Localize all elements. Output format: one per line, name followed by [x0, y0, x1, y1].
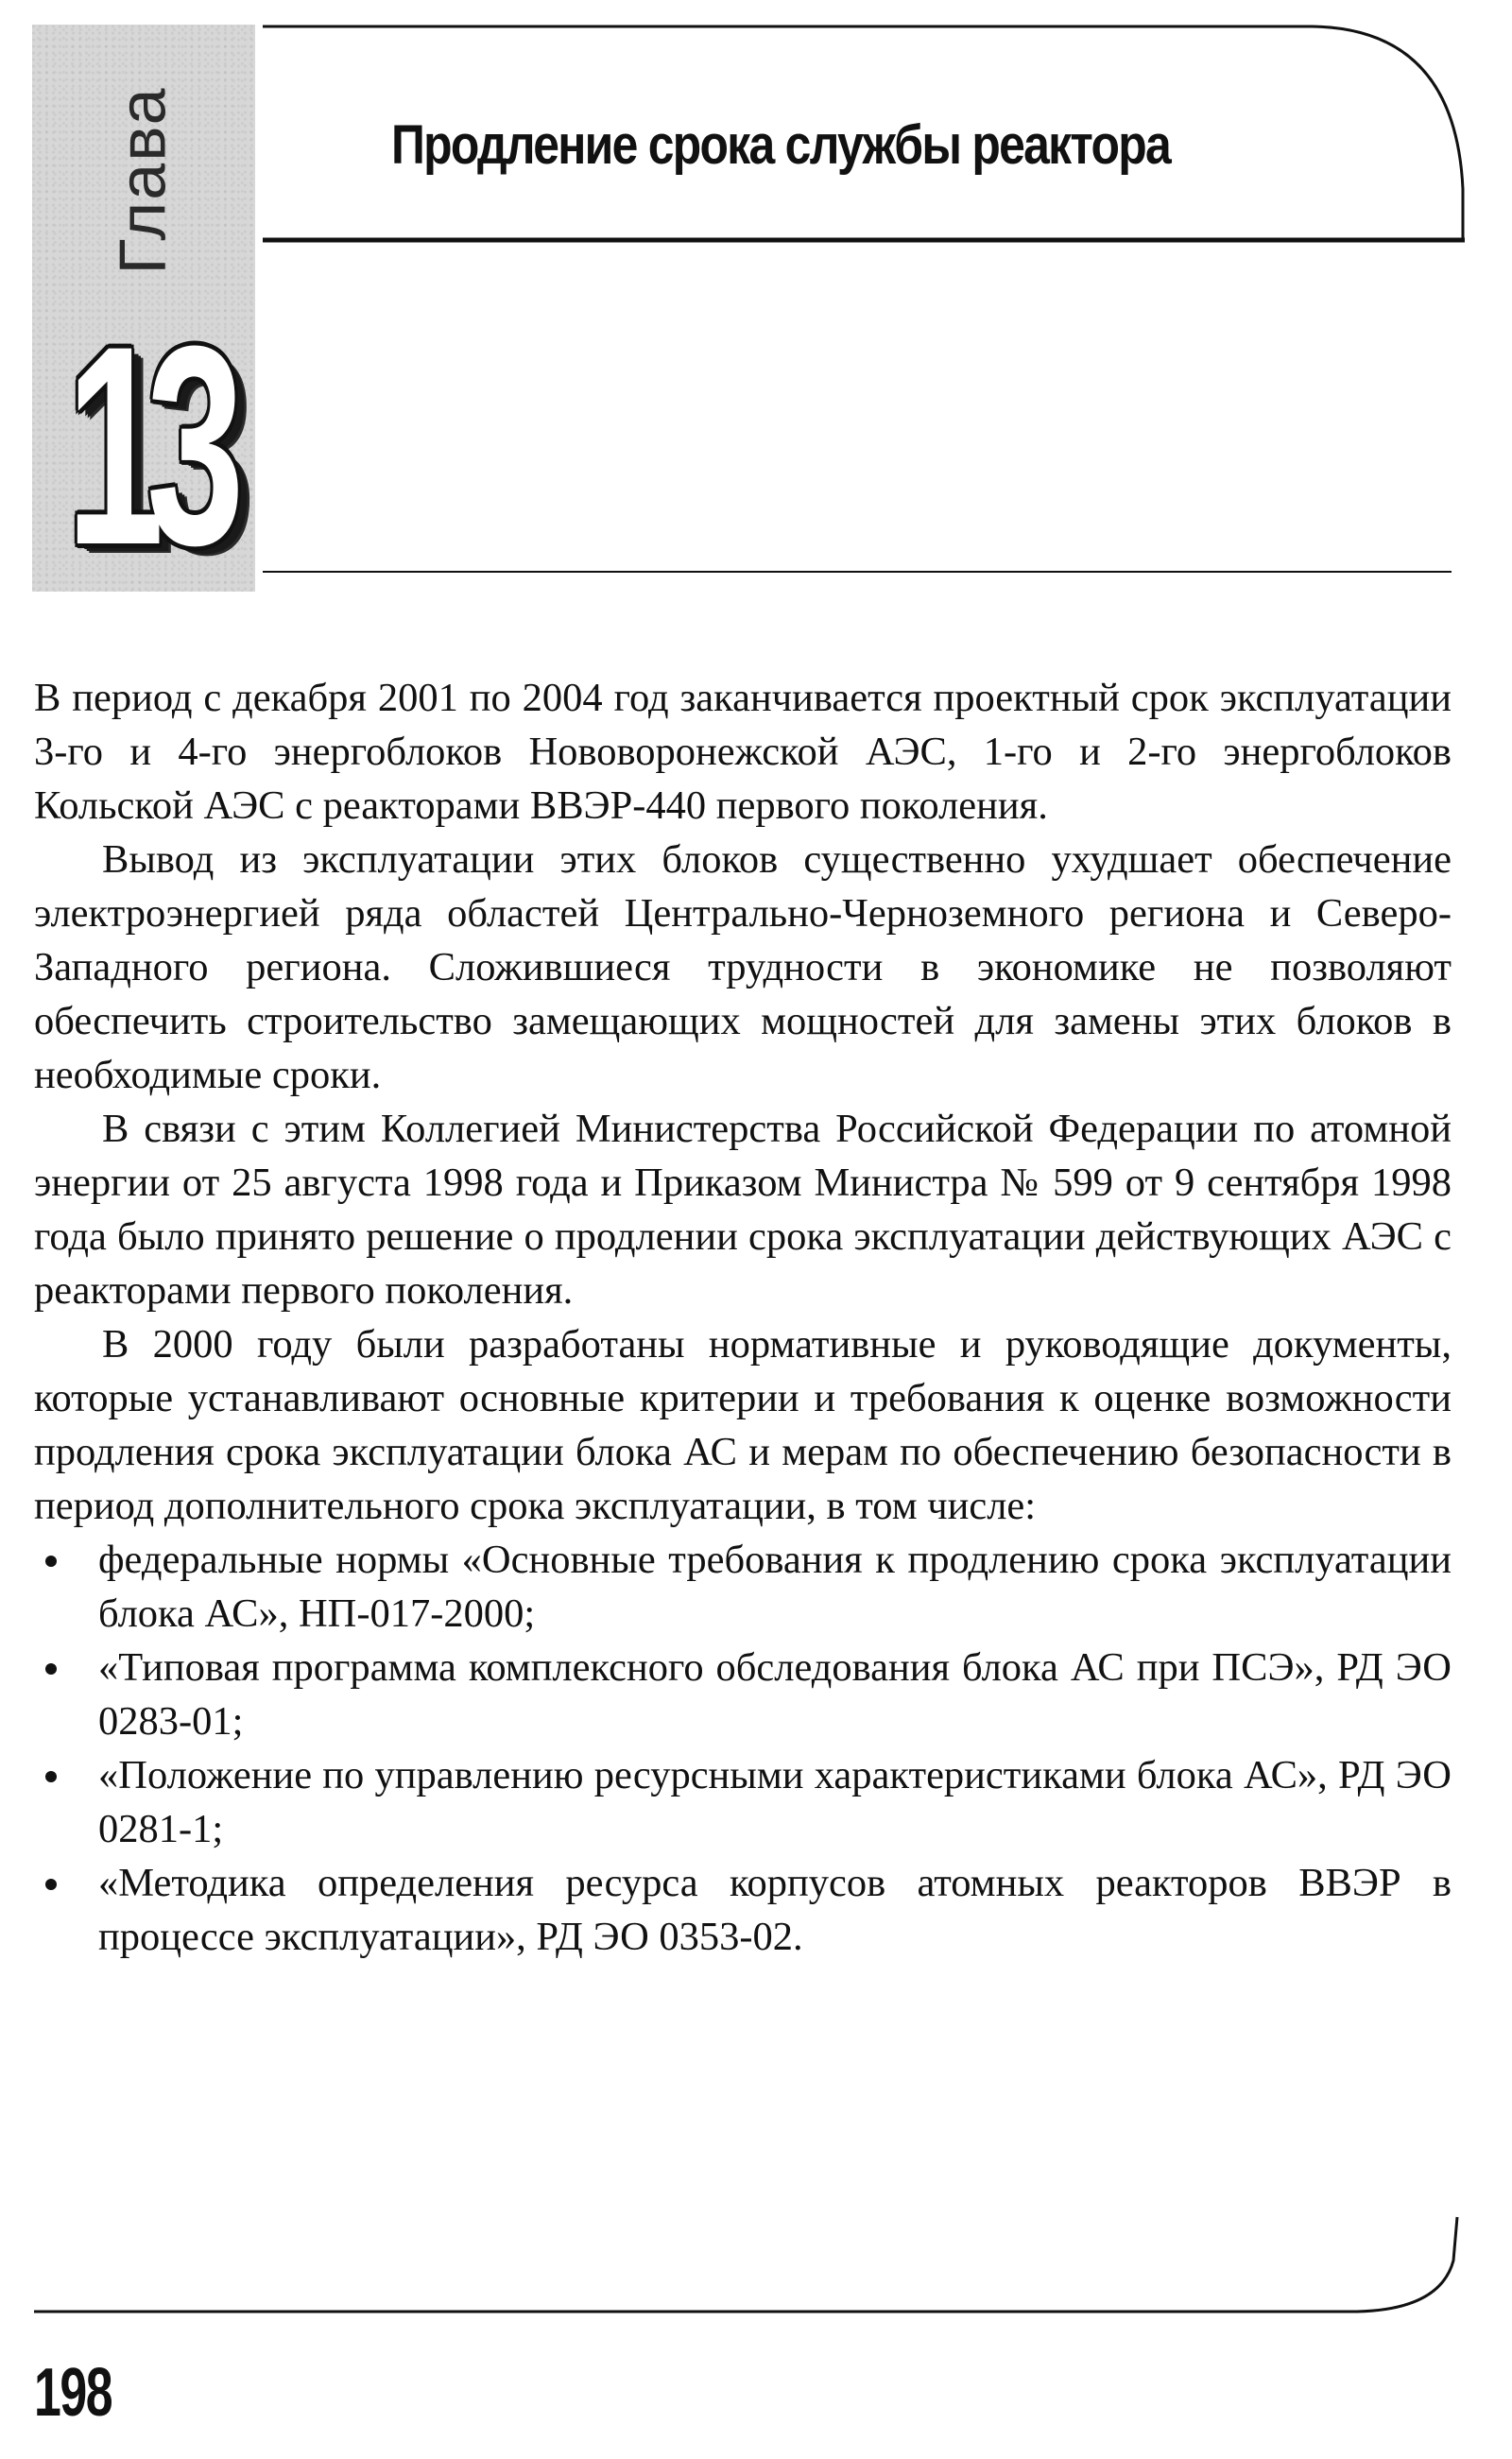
paragraph: В 2000 году были разработаны нормативные и руководящие документы, которые устанавливают основные критерии и требования к оценке возможности продления срока эксплуатации блока АС и мерам по обеспечению безопасности в период дополнительного срока эксплуатации, в том числе:: [34, 1322, 1452, 1528]
body-text: [34, 671, 1452, 1964]
paragraph: В период с декабря 2001 по 2004 год заканчивается проектный срок эксплуатации 3-го и 4-го энергоблоков Нововоронежской АЭС, 1-го и 2-го энергоблоков Кольской АЭС с реакторами ВВЭР-440 первого поколения.: [34, 676, 1452, 828]
list-item: «Положение по управлению ресурсными характеристиками блока АС», РД ЭО 0281-1;: [34, 1748, 1452, 1856]
paragraph: Вывод из эксплуатации этих блоков существенно ухудшает обеспечение электроэнергией ряда областей Центрально-Черноземного региона и Северо-Западного региона. Сложившиеся трудности в экономике не позволяют обеспечить строительство замещающих мощностей для замены этих блоков в необходимые сроки.: [34, 837, 1452, 1097]
list-item: «Методика определения ресурса корпусов атомных реакторов ВВЭР в процессе эксплуатации», РД ЭО 0353-02.: [34, 1856, 1452, 1964]
footer-frame-lines: [34, 2211, 1480, 2325]
paragraph: В связи с этим Коллегией Министерства Российской Федерации по атомной энергии от 25 августа 1998 года и Приказом Министра № 599 от 9 сентября 1998 года было принято решение о продлении срока эксплуатации действующих АЭС с реакторами первого поколения.: [34, 1107, 1452, 1313]
list-item: федеральные нормы «Основные требования к продлению срока эксплуатации блока АС», НП-017-2000;: [34, 1533, 1452, 1641]
page-number: 198: [34, 2355, 112, 2431]
chapter-word: [91, 62, 195, 299]
list-item: «Типовая программа комплексного обследования блока АС при ПСЭ», РД ЭО 0283-01;: [34, 1641, 1452, 1748]
chapter-word-label: Глава: [106, 86, 180, 275]
document-list: [34, 1533, 1452, 1964]
footer-frame: [34, 2211, 1480, 2325]
chapter-title: Продление срока службы реактора: [391, 114, 1171, 176]
chapter-number: 13: [66, 286, 227, 592]
header-divider: [263, 571, 1452, 573]
chapter-title-frame: [263, 0, 1482, 265]
chapter-tab: [32, 25, 255, 592]
